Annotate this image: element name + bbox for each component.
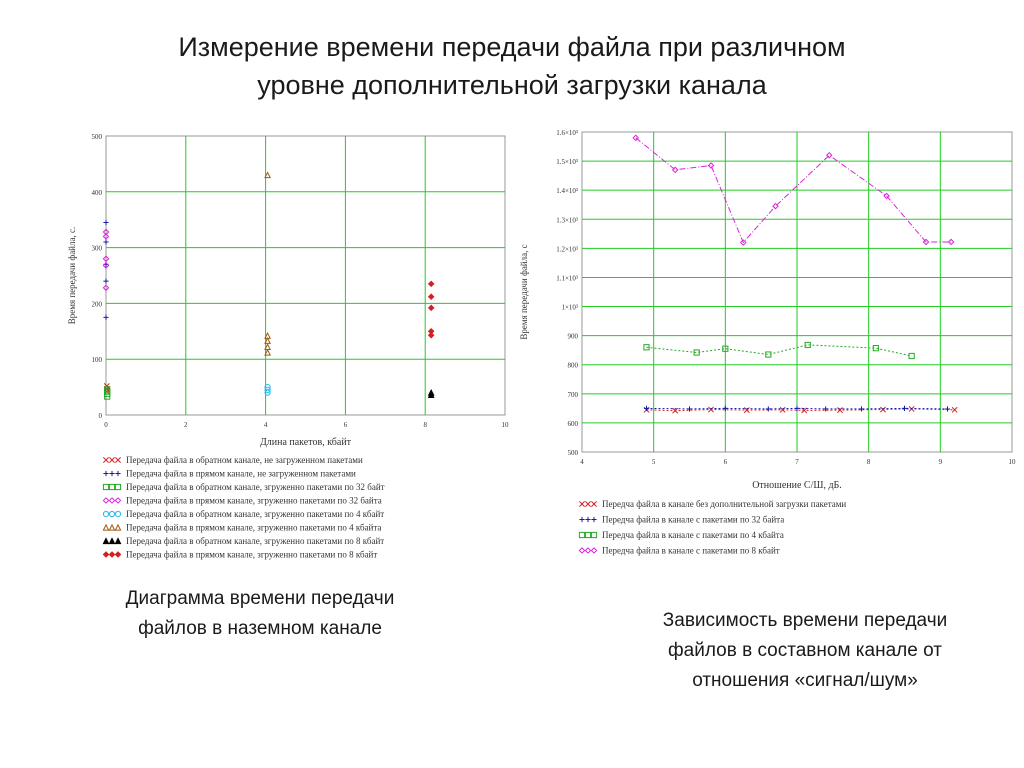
data-point: [773, 204, 778, 209]
series-line: [636, 138, 951, 243]
y-tick-label: 1.6×10³: [556, 129, 578, 137]
data-point: [952, 407, 957, 412]
legend-marker: [109, 525, 114, 530]
caption-left-line1: Диаграмма времени передачи: [125, 588, 395, 609]
y-tick-label: 500: [91, 133, 102, 141]
x-tick-label: 4: [580, 458, 584, 466]
x-tick-label: 4: [263, 421, 268, 429]
legend-marker: [579, 548, 584, 553]
data-point: [794, 406, 799, 411]
legend-marker: [109, 552, 114, 557]
data-point: [708, 407, 713, 412]
legend-label: Передча файла в канале с пакетами по 4 кбайта: [602, 530, 784, 540]
data-point: [644, 407, 649, 412]
y-tick-label: 1.5×10³: [556, 158, 578, 167]
series-line: [647, 408, 948, 409]
data-point: [103, 239, 108, 244]
data-point: [884, 193, 889, 198]
x-tick-label: 0: [104, 421, 108, 429]
data-point: [105, 391, 110, 396]
data-point: [103, 285, 108, 290]
data-point: [265, 344, 270, 349]
y-axis-label: Время передачи файла, с.: [67, 226, 77, 325]
series-line: [647, 409, 955, 411]
data-point: [265, 387, 270, 392]
y-tick-label: 500: [567, 449, 578, 457]
y-tick-label: 300: [91, 244, 102, 253]
legend-marker: [579, 532, 584, 537]
data-point: [708, 163, 713, 168]
series-2: [644, 406, 950, 412]
data-point: [429, 390, 434, 395]
y-tick-label: 400: [91, 188, 102, 197]
data-point: [105, 387, 110, 392]
y-tick-label: 1.4×10³: [556, 187, 578, 196]
legend-label: Передача файла в прямом канале, згруженно пакетами по 4 кбайта: [126, 522, 382, 533]
legend-label: Передча файла в канале с пакетами по 8 кбайт: [602, 545, 780, 556]
series-4: [633, 135, 954, 245]
data-point: [103, 220, 108, 225]
x-axis-label: Отношение С/Ш, дБ.: [752, 480, 842, 491]
x-tick-label: 9: [938, 458, 943, 466]
series-2: [103, 220, 108, 320]
x-axis-label: Длина пакетов, кбайт: [259, 437, 352, 448]
series-5: [265, 385, 270, 396]
legend-label: Передача файла в обратном канале, згруженно пакетами по 8 кбайт: [126, 536, 385, 546]
data-point: [105, 394, 110, 399]
series-1: [644, 406, 957, 413]
legend-label: Передача файла в прямом канале, не загруженном пакетами: [126, 468, 356, 479]
plot-frame: [106, 136, 505, 415]
y-tick-label: 900: [567, 332, 578, 341]
data-point: [802, 408, 807, 413]
caption-left-line2: файлов в наземном канале: [138, 618, 382, 639]
x-tick-label: 6: [723, 458, 728, 466]
slide-title-line2: уровне дополнительной загрузки канала: [257, 70, 767, 100]
data-point: [429, 305, 434, 310]
data-point: [429, 333, 434, 338]
legend-marker: [103, 511, 108, 516]
legend-marker: [115, 457, 120, 462]
caption-right-line2: файлов в составном канале от: [668, 640, 942, 661]
legend: [103, 455, 384, 560]
legend-label: Передча файла в канале с пакетами по 32 байта: [602, 514, 785, 525]
legend-marker: [109, 538, 114, 543]
legend-label: Передача файла в обратном канале, згруженно пакетами по 32 байт: [126, 482, 385, 492]
data-point: [741, 240, 746, 245]
series-line: [647, 345, 912, 356]
data-point: [945, 406, 950, 411]
y-tick-label: 600: [567, 419, 578, 428]
data-point: [105, 389, 110, 394]
y-tick-label: 100: [91, 356, 102, 365]
x-tick-label: 6: [343, 421, 348, 429]
data-point: [694, 350, 699, 355]
data-point: [805, 342, 810, 347]
data-point: [103, 315, 108, 320]
legend-marker: [115, 552, 120, 557]
y-tick-label: 700: [567, 390, 578, 399]
legend-marker: [103, 484, 108, 489]
data-point: [766, 352, 771, 357]
data-point: [673, 408, 678, 413]
y-tick-label: 800: [567, 361, 578, 370]
data-point: [766, 406, 771, 411]
legend-marker: [591, 548, 596, 553]
series-8: [429, 281, 434, 338]
legend-marker: [591, 532, 596, 537]
data-point: [780, 407, 785, 412]
data-point: [923, 239, 928, 244]
data-point: [104, 386, 109, 391]
caption-right-line1: Зависимость времени передачи: [662, 610, 948, 631]
chart-1-group: [67, 133, 509, 560]
data-point: [633, 135, 638, 140]
data-point: [723, 346, 728, 351]
legend-marker: [103, 471, 108, 476]
data-point: [687, 406, 692, 411]
legend-marker: [115, 498, 120, 503]
legend-marker: [585, 548, 590, 553]
legend-marker: [115, 471, 120, 476]
data-point: [265, 338, 270, 343]
series-3: [105, 387, 110, 399]
legend-marker: [109, 511, 114, 516]
x-tick-label: 8: [423, 421, 427, 429]
data-point: [103, 278, 108, 283]
data-point: [104, 383, 109, 388]
legend-marker: [103, 457, 108, 462]
caption-right: [600, 606, 1010, 696]
data-point: [673, 167, 678, 172]
data-point: [265, 390, 270, 395]
legend-marker: [109, 471, 114, 476]
series-1: [104, 383, 109, 394]
data-point: [104, 389, 109, 394]
data-point: [265, 350, 270, 355]
y-tick-label: 1.1×10³: [556, 274, 578, 283]
caption-right-line3: отношения «сигнал/шум»: [692, 670, 918, 691]
data-point: [909, 353, 914, 358]
y-tick-label: 1.2×10³: [556, 245, 578, 254]
x-tick-label: 10: [1008, 458, 1016, 466]
series-4: [103, 229, 108, 290]
x-tick-label: 8: [866, 458, 871, 466]
data-point: [827, 153, 832, 158]
slide-title-line1: Измерение времени передачи файла при различном: [178, 32, 846, 62]
legend-marker: [115, 484, 120, 489]
legend-marker: [109, 484, 114, 489]
legend-marker: [109, 498, 114, 503]
legend-label: Передача файла в прямом канале, згруженно пакетами по 8 кбайт: [126, 549, 378, 560]
legend-label: Передча файла в канале без дополнительной загрузки пакетами: [602, 499, 847, 509]
legend-marker: [103, 552, 108, 557]
data-point: [644, 406, 649, 411]
data-point: [265, 333, 270, 338]
data-point: [429, 294, 434, 299]
data-point: [103, 229, 108, 234]
data-point: [429, 281, 434, 286]
data-point: [429, 329, 434, 334]
plot-frame: [582, 132, 1012, 452]
x-tick-label: 2: [184, 421, 188, 429]
data-point: [902, 406, 907, 411]
data-point: [823, 406, 828, 411]
legend-marker: [115, 511, 120, 516]
data-point: [873, 346, 878, 351]
y-tick-label: 0: [98, 412, 102, 420]
legend-marker: [585, 532, 590, 537]
legend-marker: [103, 498, 108, 503]
data-point: [837, 408, 842, 413]
x-tick-label: 10: [501, 421, 509, 429]
legend-label: Передача файла в обратном канале, не загруженном пакетами: [126, 455, 363, 465]
x-tick-label: 5: [651, 458, 656, 466]
chart-2-group: [519, 129, 1016, 556]
series-7: [429, 390, 434, 397]
data-point: [644, 345, 649, 350]
legend-marker: [579, 501, 584, 506]
slide-title: [62, 28, 962, 104]
legend-marker: [103, 538, 108, 543]
legend-label: Передача файла в обратном канале, згруженно пакетами по 4 кбайт: [126, 509, 385, 519]
y-tick-label: 200: [91, 300, 102, 309]
data-point: [103, 234, 108, 239]
data-point: [723, 406, 728, 411]
y-tick-label: 1.3×10³: [556, 216, 578, 225]
legend: [579, 499, 846, 556]
legend-label: Передача файла в прямом канале, згруженно пакетами по 32 байта: [126, 495, 382, 506]
caption-left: [50, 584, 470, 644]
legend-marker: [591, 517, 596, 522]
data-point: [103, 262, 108, 267]
data-point: [103, 263, 108, 268]
data-point: [880, 407, 885, 412]
data-point: [429, 392, 434, 397]
y-axis-label: Время передачи файла, с: [519, 244, 529, 340]
series-6: [265, 172, 270, 355]
legend-marker: [115, 525, 120, 530]
data-point: [265, 172, 270, 177]
data-point: [948, 239, 953, 244]
data-point: [744, 408, 749, 413]
legend-marker: [585, 517, 590, 522]
data-point: [265, 385, 270, 390]
data-point: [103, 256, 108, 261]
legend-marker: [579, 517, 584, 522]
legend-marker: [591, 501, 596, 506]
legend-marker: [109, 457, 114, 462]
legend-marker: [115, 538, 120, 543]
series-3: [644, 342, 914, 358]
data-point: [909, 406, 914, 411]
legend-marker: [103, 525, 108, 530]
legend-marker: [585, 501, 590, 506]
data-point: [859, 406, 864, 411]
y-tick-label: 1×10³: [561, 303, 578, 312]
x-tick-label: 7: [795, 458, 799, 466]
